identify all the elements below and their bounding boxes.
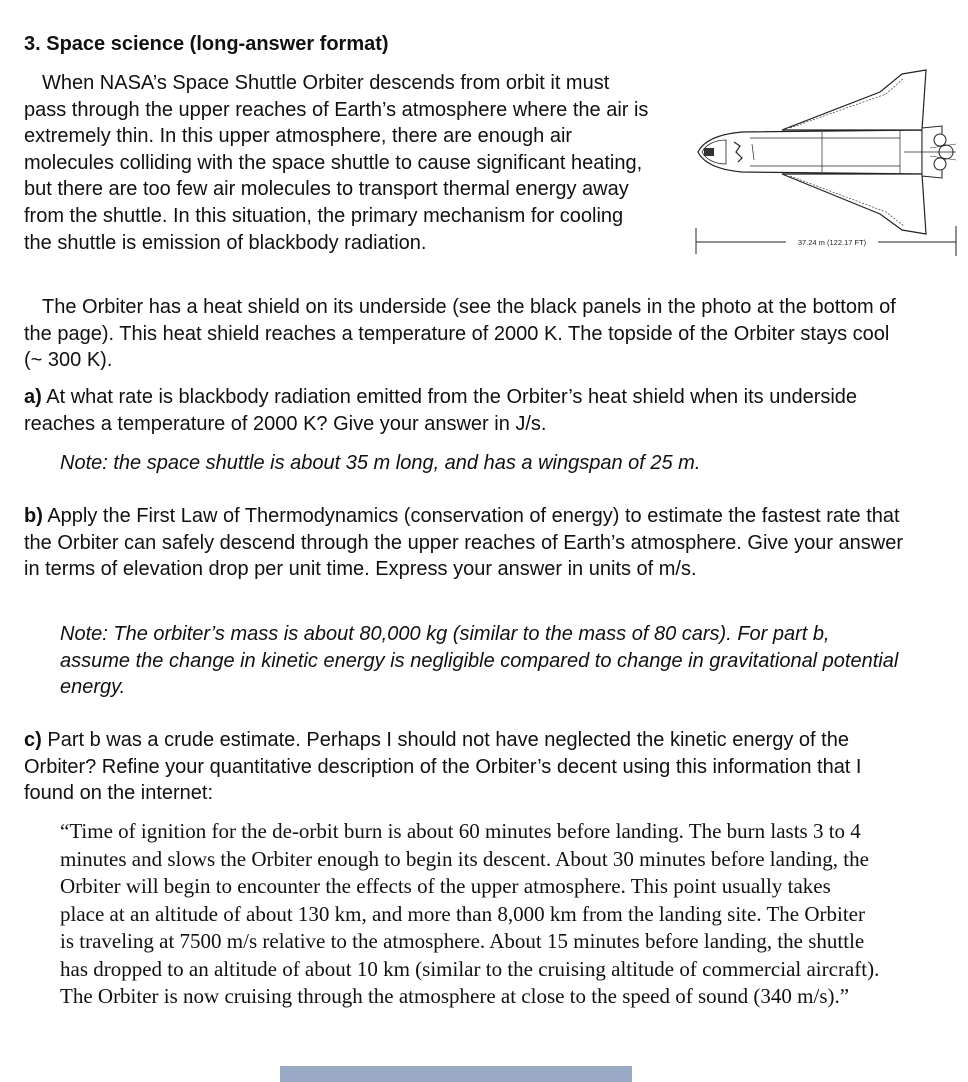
space-shuttle-orbiter-diagram-icon: [690, 68, 958, 258]
part-b-note: Note: The orbiter’s mass is about 80,000 kg (similar to the mass of 80 cars). For part b, assume the change in kinetic energy is negligible compared to change in gravitational potential energy.: [60, 623, 899, 699]
part-b-question: [24, 503, 904, 583]
part-c-question: [24, 727, 904, 807]
part-a-label: a): [24, 386, 42, 408]
part-a-text: At what rate is blackbody radiation emitted from the Orbiter’s heat shield when its underside reaches a temperature of 2000 K? Give your answer in J/s.: [24, 386, 858, 435]
part-a-question: [24, 384, 904, 437]
dimension-label: 37.24 m (122.17 FT): [797, 238, 867, 247]
question-heading: 3. Space science (long-answer format): [24, 33, 389, 55]
part-b-label: b): [24, 505, 43, 527]
part-c-label: c): [24, 729, 42, 751]
part-c-text: Part b was a crude estimate. Perhaps I should not have neglected the kinetic energy of the Orbiter? Refine your quantitative description of the Orbiter’s decent using this information that I found on the internet:: [24, 729, 862, 805]
bottom-photo-strip: [280, 1066, 632, 1082]
heat-shield-paragraph: The Orbiter has a heat shield on its underside (see the black panels in the photo at the bottom of the page). This heat shield reaches a temperature of 2000 K. The topside of the Orbiter stays cool (~ 300 K).: [24, 296, 896, 372]
part-b-text: Apply the First Law of Thermodynamics (conservation of energy) to estimate the fastest rate that the Orbiter can safely descend through the upper reaches of Earth’s atmosphere. Give your answer in terms of elevation drop per unit time. Express your answer in units of m/s.: [24, 505, 904, 581]
intro-paragraph: When NASA’s Space Shuttle Orbiter descends from orbit it must pass through the upper reaches of Earth’s atmosphere where the air is extremely thin. In this upper atmosphere, there are enough air molecules colliding with the space shuttle to cause significant heating, but there are too few air molecules to transport thermal energy away from the shuttle. In this situation, the primary mechanism for cooling the shuttle is emission of blackbody radiation.: [24, 72, 649, 254]
part-a-note: Note: the space shuttle is about 35 m long, and has a wingspan of 25 m.: [60, 452, 701, 474]
internet-quote: “Time of ignition for the de-orbit burn is about 60 minutes before landing. The burn lasts 3 to 4 minutes and slows the Orbiter enough to begin its descent. About 30 minutes before landing, the Orbiter will begin to encounter the effects of the upper atmosphere. This point usually takes place at an altitude of about 130 km, and more than 8,000 km from the landing site. The Orbiter is traveling at 7500 m/s relative to the atmosphere. About 15 minutes before landing, the shuttle has dropped to an altitude of about 10 km (similar to the cruising altitude of commercial aircraft). The Orbiter is now cruising through the atmosphere at close to the speed of sound (340 m/s).”: [60, 819, 880, 1008]
